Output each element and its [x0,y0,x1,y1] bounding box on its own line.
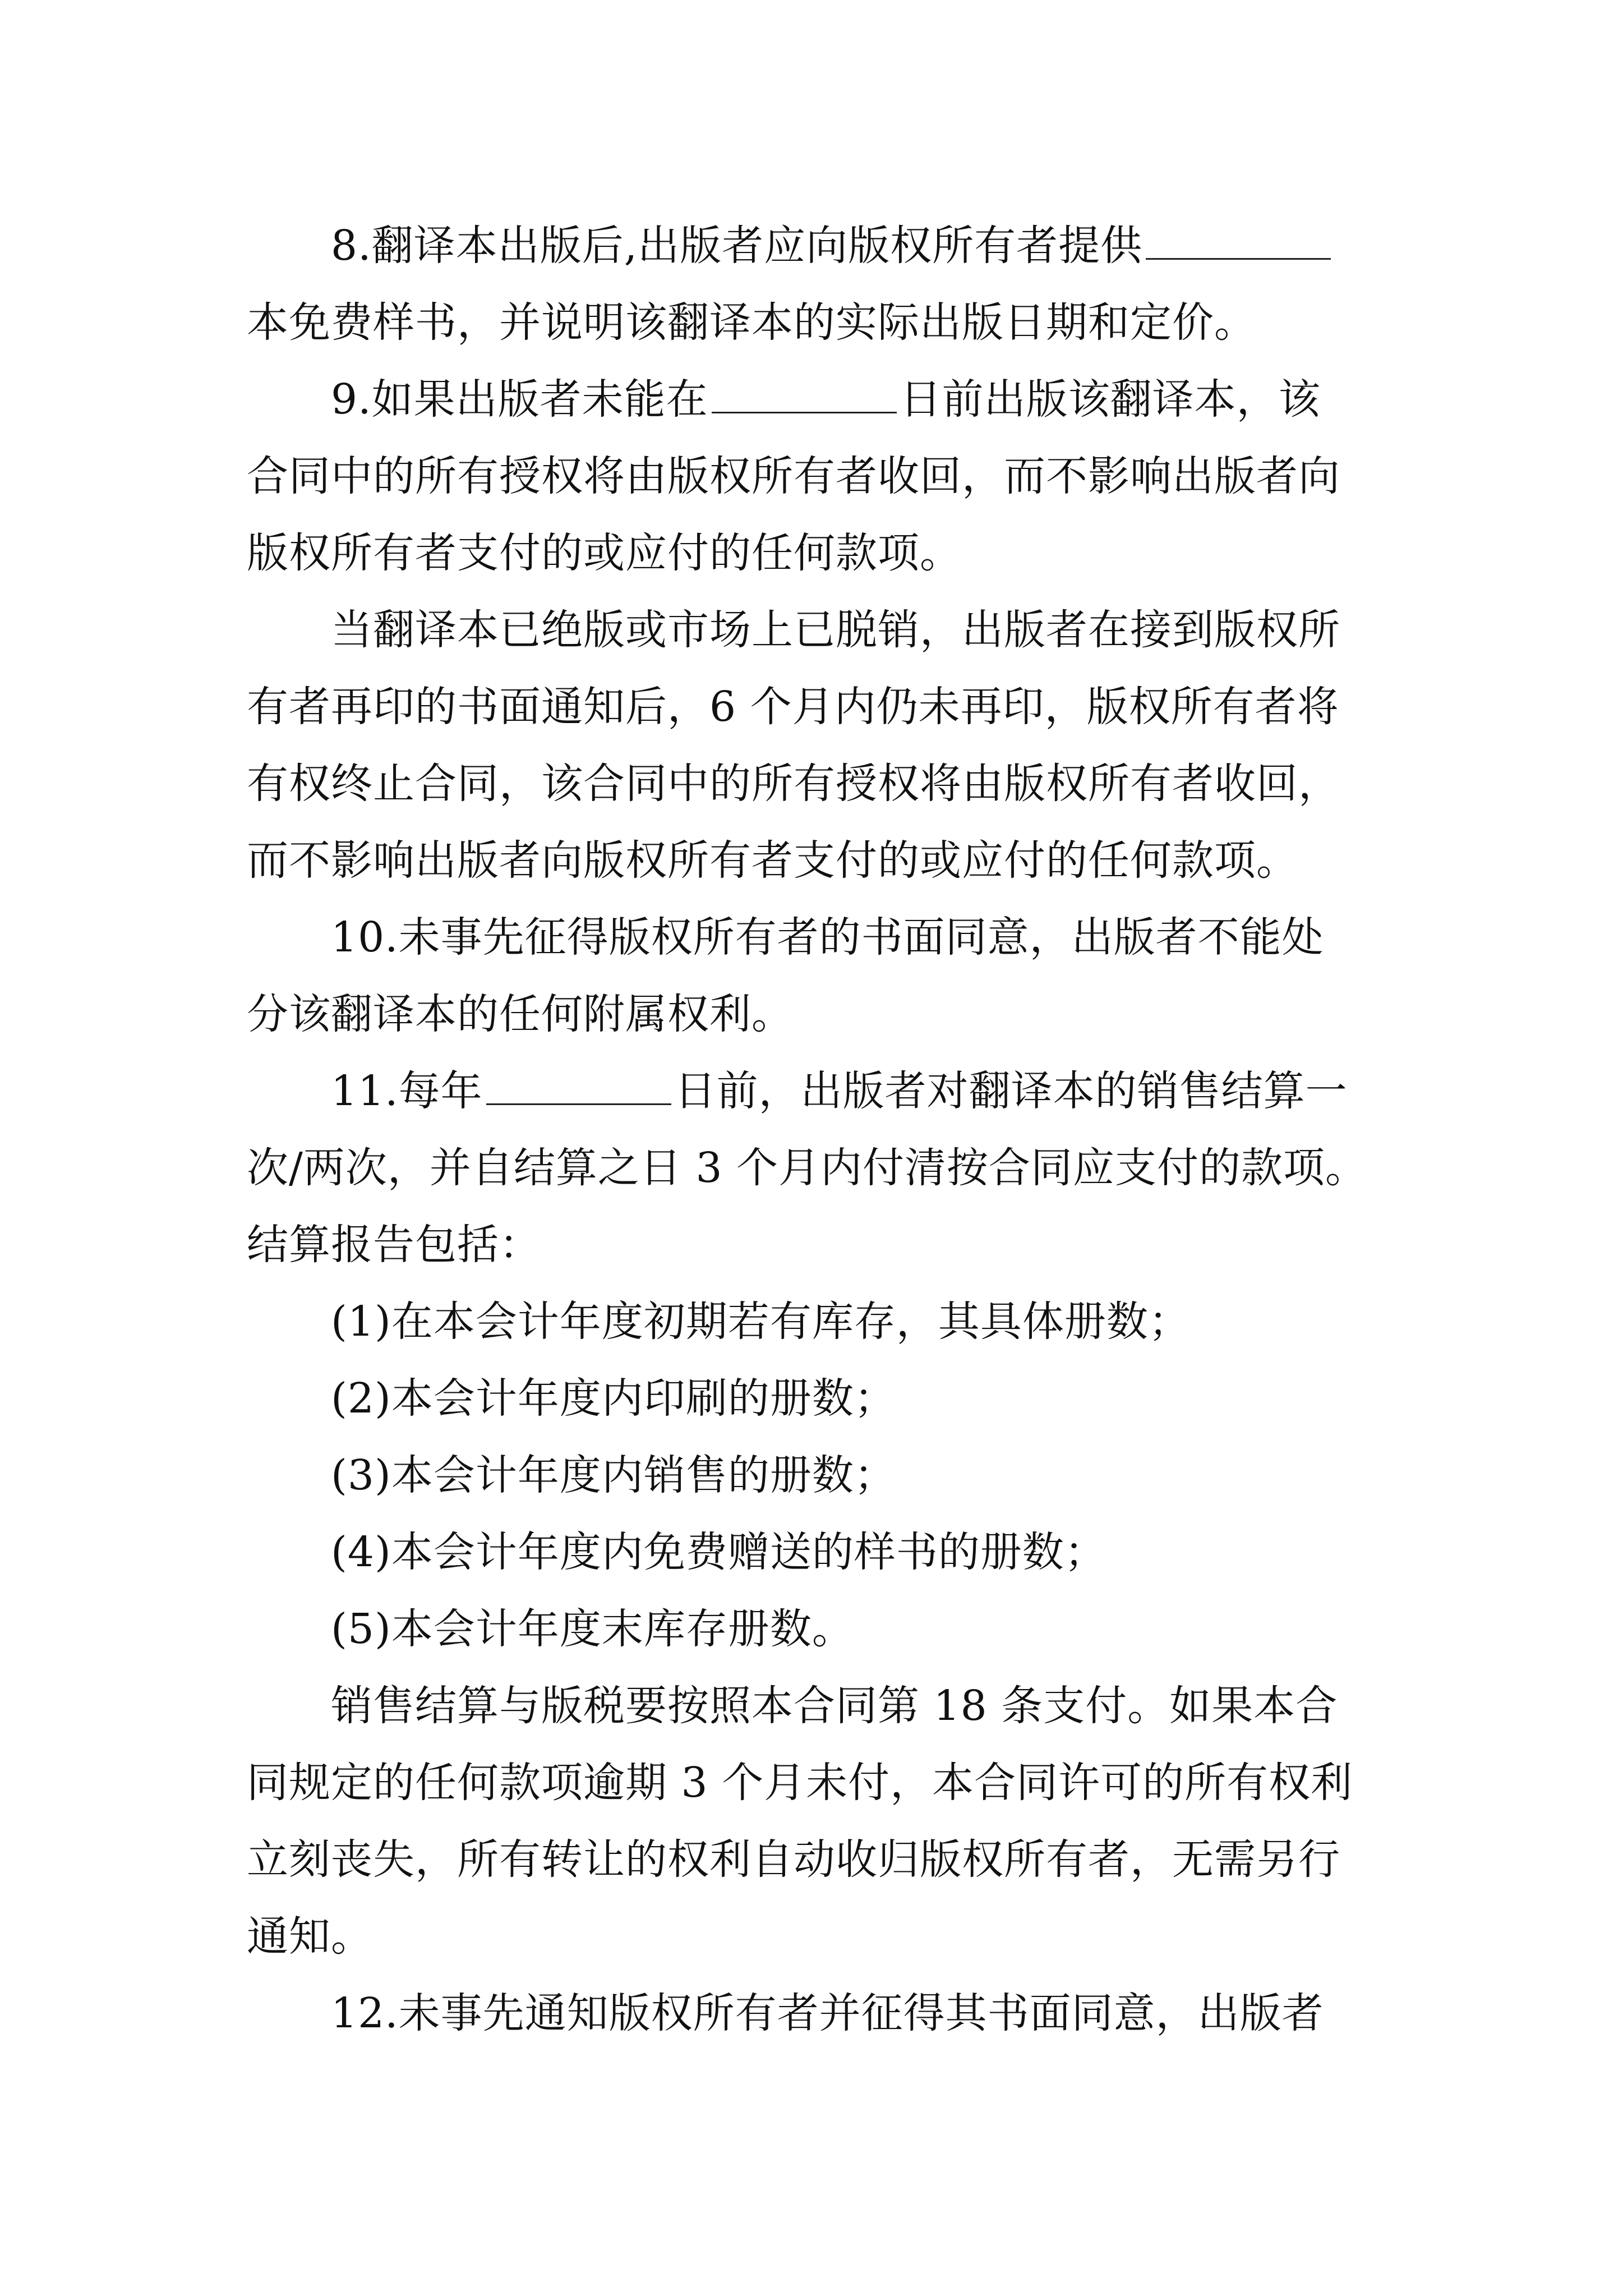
clause-11b-line-4: 通知。 [247,1912,373,1961]
clause-8-line-2: 本免费样书，并说明该翻译本的实际出版日期和定价。 [247,298,1256,347]
clause-9b-line-3: 有权终止合同，该合同中的所有授权将由版权所有者收回， [247,760,1340,808]
clause-11-line-3: 结算报告包括： [247,1221,541,1269]
clause-10-line-2: 分该翻译本的任何附属权利。 [247,990,794,1038]
clause-11b-line-2: 同规定的任何款项逾期 3 个月未付，本合同许可的所有权利 [247,1759,1353,1807]
clause-9-line-3: 版权所有者支付的或应付的任何款项。 [247,529,962,577]
clause-11-line-1: 11.每年 日前，出版者对翻译本的销售结算一 [331,1067,1348,1115]
report-item-3: (3)本会计年度内销售的册数； [331,1451,896,1499]
clause-8-line-1: 8.翻译本出版后,出版者应向版权所有者提供 [331,218,1334,274]
blank-field [712,378,897,413]
clause-12-line-1: 12.未事先通知版权所有者并征得其书面同意，出版者 [331,1989,1324,2037]
clause-11b-line-1: 销售结算与版税要按照本合同第 18 条支付。如果本合 [331,1682,1338,1730]
clause-9-line-1: 9.如果出版者未能在 日前出版该翻译本，该 [331,375,1321,424]
blank-field [486,1070,671,1105]
blank-field [1146,224,1331,260]
report-item-5: (5)本会计年度末库存册数。 [331,1605,854,1653]
clause-11-line-2: 次/两次，并自结算之日 3 个月内付清按合同应支付的款项。 [247,1144,1368,1192]
report-item-2: (2)本会计年度内印刷的册数； [331,1374,896,1423]
clause-9b-line-2: 有者再印的书面通知后，6 个月内仍未再印，版权所有者将 [247,683,1339,731]
clause-9-line-2: 合同中的所有授权将由版权所有者收回，而不影响出版者向 [247,452,1340,500]
clause-9b-line-1: 当翻译本已绝版或市场上已脱销，出版者在接到版权所 [331,606,1340,654]
report-item-1: (1)在本会计年度初期若有库存，其具体册数； [331,1297,1191,1346]
clause-9b-line-4: 而不影响出版者向版权所有者支付的或应付的任何款项。 [247,836,1298,885]
clause-11b-line-3: 立刻丧失，所有转让的权利自动收归版权所有者，无需另行 [247,1835,1340,1884]
clause-10-line-1: 10.未事先征得版权所有者的书面同意，出版者不能处 [331,913,1324,961]
report-item-4: (4)本会计年度内免费赠送的样书的册数； [331,1528,1106,1576]
